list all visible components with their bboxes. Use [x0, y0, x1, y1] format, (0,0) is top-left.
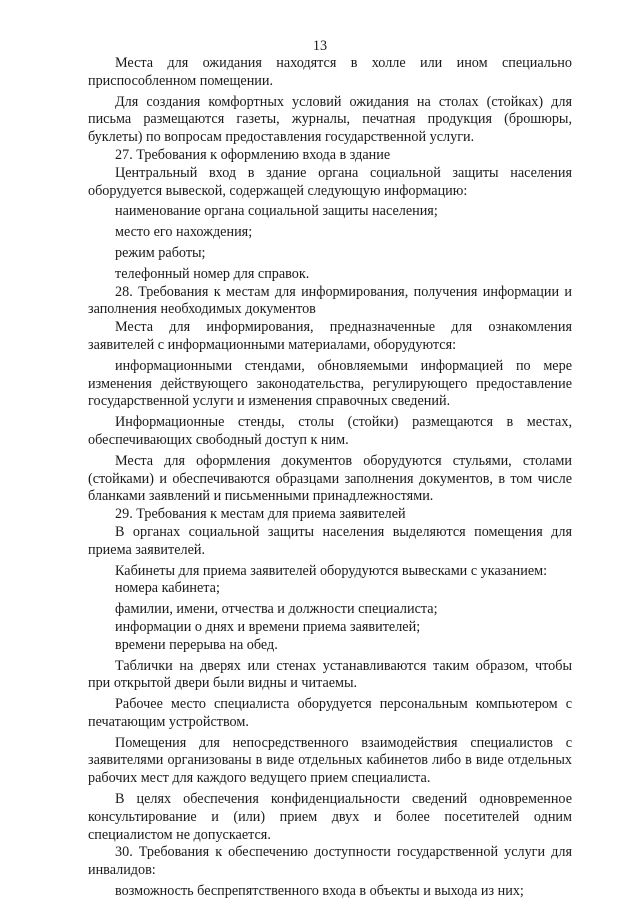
paragraph: возможность беспрепятственного входа в объекты и выхода из них; [115, 883, 524, 900]
paragraph: Для создания комфортных условий ожидания на столах (стойках) для письма размещаются газеты, журналы, печатная продукция (брошюры, буклеты) по вопросам предоставления государственной услуги. [88, 93, 572, 146]
paragraph: Информационные стенды, столы (стойки) размещаются в местах, обеспечивающих свободный доступ к ним. [88, 414, 572, 448]
paragraph: номера кабинета; [115, 580, 220, 597]
paragraph: место его нахождения; [115, 224, 253, 241]
paragraph: 28. Требования к местам для информирования, получения информации и заполнения необходимых документов [88, 283, 572, 318]
document-body [88, 55, 572, 901]
paragraph: режим работы; [115, 244, 206, 261]
paragraph: Помещения для непосредственного взаимодействия специалистов с заявителями организованы в виде отдельных кабинетов либо в виде отдельных рабочих мест для каждого ведущего прием специалиста. [88, 734, 572, 787]
paragraph: Рабочее место специалиста оборудуется персональным компьютером с печатающим устройством. [88, 696, 572, 730]
paragraph: Центральный вход в здание органа социальной защиты населения оборудуется вывеской, содержащей следующую информацию: [88, 164, 572, 199]
paragraph: времени перерыва на обед. [115, 636, 278, 653]
paragraph: Таблички на дверях или стенах устанавливаются таким образом, чтобы при открытой двери были видны и читаемы. [88, 657, 572, 692]
paragraph: В целях обеспечения конфиденциальности сведений одновременное консультирование и (или) прием двух и более посетителей одним специалистом не допускается. [88, 791, 572, 843]
paragraph: информационными стендами, обновляемыми информацией по мере изменения действующего законодательства, регулирующего предоставление государственной услуги и изменения справочных сведений. [88, 357, 572, 410]
paragraph: В органах социальной защиты населения выделяются помещения для приема заявителей. [88, 523, 572, 558]
paragraph: Места для информирования, предназначенные для ознакомления заявителей с информационными материалами, оборудуются: [88, 319, 572, 353]
paragraph: фамилии, имени, отчества и должности специалиста; [115, 601, 438, 618]
page-number: 13 [312, 38, 328, 54]
paragraph: 29. Требования к местам для приема заявителей [115, 506, 406, 523]
paragraph: информации о днях и времени приема заявителей; [115, 618, 421, 635]
paragraph: Места для ожидания находятся в холле или ином специально приспособленном помещении. [88, 55, 572, 89]
paragraph: Кабинеты для приема заявителей оборудуются вывесками с указанием: [115, 562, 548, 579]
paragraph: Места для оформления документов оборудуются стульями, столами (стойками) и обеспечиваются образцами заполнения документов, в том числе бланками заявлений и письменными принадлежностями. [88, 452, 572, 505]
paragraph: телефонный номер для справок. [115, 265, 310, 282]
paragraph: 30. Требования к обеспечению доступности государственной услуги для инвалидов: [88, 844, 572, 879]
paragraph: наименование органа социальной защиты населения; [115, 203, 438, 220]
paragraph: 27. Требования к оформлению входа в здание [115, 146, 391, 163]
